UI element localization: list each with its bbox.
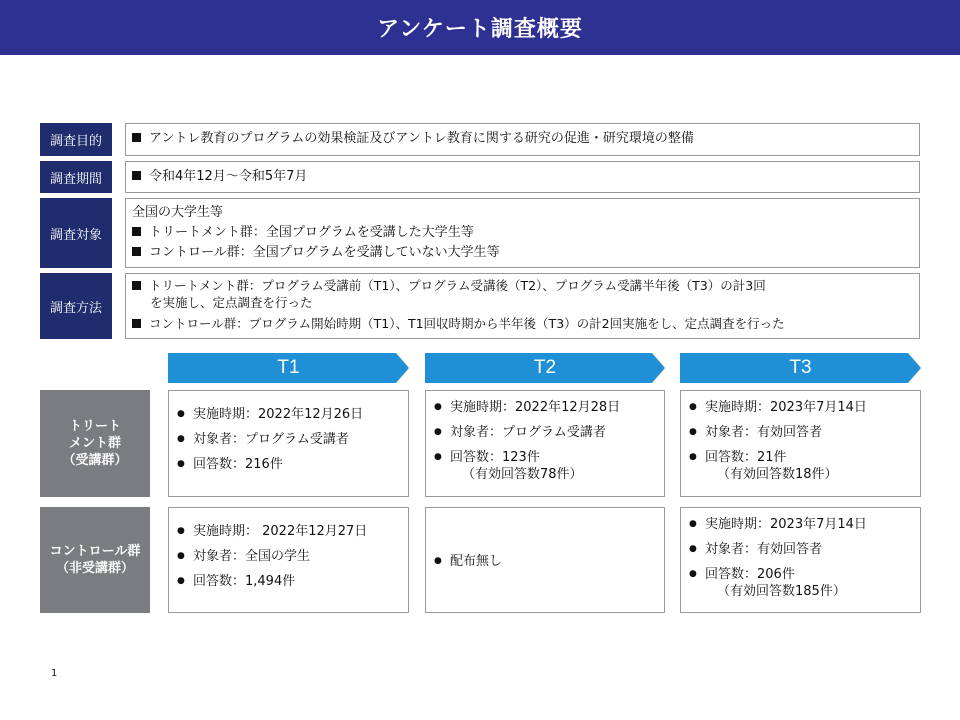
control-t1-count: 回答数：1,494件 bbox=[193, 574, 296, 589]
phase-header-t3 bbox=[680, 353, 921, 383]
bullet-icon: ● bbox=[689, 569, 697, 579]
phase-header-t2 bbox=[425, 353, 665, 383]
method-treatment-text-cont: を実施し、定点調査を行った bbox=[150, 295, 313, 310]
method-label: 調査方法 bbox=[40, 273, 112, 339]
treatment-t2-target: 対象者：プログラム受講者 bbox=[450, 425, 606, 440]
control-t3-valid: （有効回答数185件） bbox=[717, 584, 846, 599]
treatment-t3-valid: （有効回答数18件） bbox=[717, 467, 838, 482]
control-t3-target: 対象者：有効回答者 bbox=[705, 542, 823, 557]
method-treatment-text: トリートメント群：プログラム受講前（T1）、プログラム受講後（T2）、プログラム受講半年後（T3）の計3回 bbox=[149, 278, 766, 293]
bullet-icon: ● bbox=[177, 551, 185, 561]
control-t1-target: 対象者：全国の学生 bbox=[193, 549, 311, 564]
control-t2-note: 配布無し bbox=[450, 553, 503, 569]
square-bullet-icon bbox=[132, 319, 141, 328]
phase-label-t1: T1 bbox=[277, 357, 300, 378]
purpose-text: アントレ教育のプログラムの効果検証及びアントレ教育に関する研究の促進・研究環境の整備 bbox=[149, 131, 694, 146]
treatment-t1-date: 実施時期：2022年12月26日 bbox=[193, 407, 364, 422]
target-box bbox=[125, 198, 920, 268]
square-bullet-icon bbox=[132, 227, 141, 236]
bullet-icon: ● bbox=[689, 402, 697, 412]
phase-label-t2: T2 bbox=[533, 357, 557, 378]
method-row bbox=[40, 273, 920, 339]
bullet-icon: ● bbox=[177, 526, 185, 536]
bullet-icon: ● bbox=[434, 402, 442, 412]
treatment-t2-cell bbox=[425, 390, 665, 497]
treatment-t1-target: 対象者：プログラム受講者 bbox=[193, 432, 349, 447]
purpose-label: 調査目的 bbox=[40, 123, 112, 156]
treatment-t1-cell bbox=[168, 390, 409, 497]
treatment-t2-date: 実施時期：2022年12月28日 bbox=[450, 400, 621, 415]
treatment-t3-cell bbox=[680, 390, 921, 497]
square-bullet-icon bbox=[132, 171, 141, 180]
bullet-icon: ● bbox=[177, 576, 185, 586]
period-box bbox=[125, 161, 920, 193]
bullet-icon: ● bbox=[177, 409, 185, 419]
page-number: 1 bbox=[51, 668, 58, 679]
control-t3-cell bbox=[680, 507, 921, 613]
bullet-icon: ● bbox=[689, 519, 697, 529]
treatment-t3-target: 対象者：有効回答者 bbox=[705, 425, 823, 440]
period-text: 令和4年12月～令和5年7月 bbox=[149, 169, 308, 184]
purpose-row bbox=[40, 123, 920, 156]
square-bullet-icon bbox=[132, 281, 141, 290]
treatment-t3-date: 実施時期：2023年7月14日 bbox=[705, 400, 867, 415]
page-title: アンケート調査概要 bbox=[377, 17, 583, 42]
treatment-label-line: （受講群） bbox=[62, 453, 128, 468]
bullet-icon: ● bbox=[177, 459, 185, 469]
control-t1-cell bbox=[168, 507, 409, 613]
purpose-box bbox=[125, 123, 920, 156]
control-label-line: コントロール群 bbox=[49, 544, 141, 559]
title-bar bbox=[0, 0, 960, 55]
target-treatment-text: トリートメント群：全国プログラムを受講した大学生等 bbox=[149, 225, 474, 240]
control-t3-count: 回答数：206件 bbox=[705, 567, 795, 582]
target-row bbox=[40, 198, 920, 268]
phase-header-t1 bbox=[168, 353, 409, 383]
treatment-group-label bbox=[40, 390, 150, 497]
bullet-icon: ● bbox=[689, 452, 697, 462]
control-t1-date: 実施時期： 2022年12月27日 bbox=[193, 524, 368, 539]
phase-label-t3: T3 bbox=[789, 357, 812, 378]
period-row bbox=[40, 161, 920, 193]
square-bullet-icon bbox=[132, 247, 141, 256]
bullet-icon: ● bbox=[177, 434, 185, 444]
control-t3-date: 実施時期：2023年7月14日 bbox=[705, 517, 867, 532]
treatment-t3-count: 回答数：21件 bbox=[705, 450, 787, 465]
control-label-line: （非受講群） bbox=[55, 561, 134, 576]
bullet-icon: ● bbox=[434, 452, 442, 462]
control-group-label bbox=[40, 507, 150, 613]
treatment-t2-count: 回答数：123件 bbox=[450, 450, 540, 465]
bullet-icon: ● bbox=[434, 427, 442, 437]
bullet-icon: ● bbox=[689, 427, 697, 437]
square-bullet-icon bbox=[132, 133, 141, 142]
treatment-label-line: トリート bbox=[68, 419, 121, 434]
bullet-icon: ● bbox=[434, 555, 442, 566]
target-intro: 全国の大学生等 bbox=[132, 205, 224, 220]
method-control-text: コントロール群：プログラム開始時期（T1）、T1回収時期から半年後（T3）の計2回実施をし、定点調査を行った bbox=[149, 316, 785, 331]
treatment-t1-count: 回答数：216件 bbox=[193, 457, 283, 472]
period-label: 調査期間 bbox=[40, 161, 112, 193]
method-box bbox=[125, 273, 920, 339]
target-label: 調査対象 bbox=[40, 198, 112, 268]
treatment-label-line: メント群 bbox=[68, 436, 121, 451]
target-control-text: コントロール群：全国プログラムを受講していない大学生等 bbox=[149, 245, 500, 260]
treatment-t2-valid: （有効回答数78件） bbox=[462, 467, 583, 482]
control-t2-cell bbox=[425, 507, 665, 613]
bullet-icon: ● bbox=[689, 544, 697, 554]
